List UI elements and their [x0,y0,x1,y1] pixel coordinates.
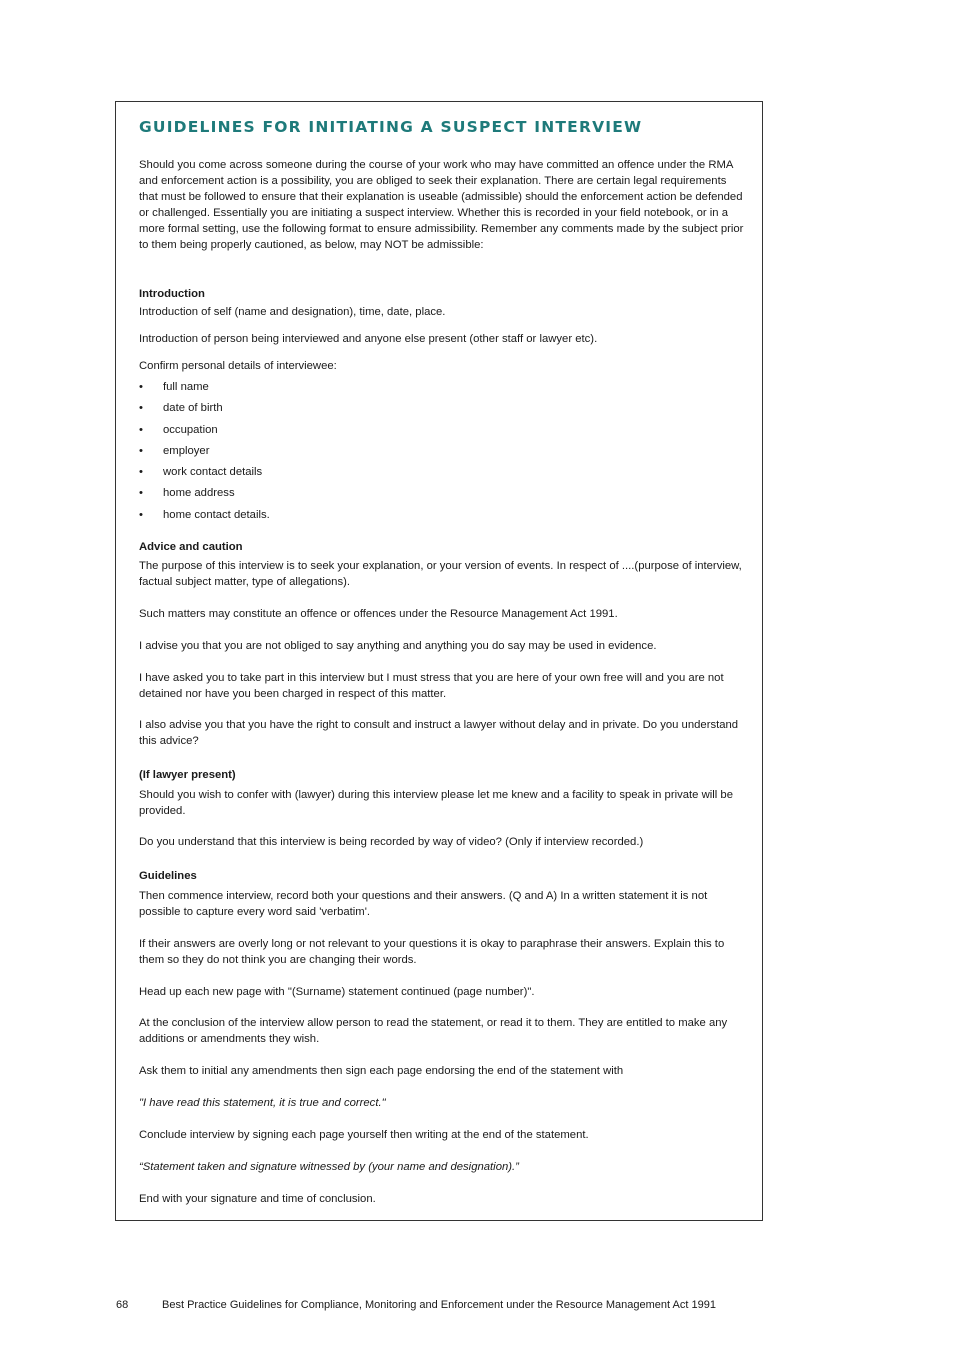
quote-witness: “Statement taken and signature witnessed by (your name and designation).” [139,1161,519,1173]
advice-purpose: The purpose of this interview is to seek your explanation, or your version of events. In respect of ....(purpose of interview, factual subject matter, type of allegations). [139,560,742,588]
guidelines-end: End with your signature and time of conclusion. [139,1193,376,1205]
quote-true-correct: "I have read this statement, it is true and correct." [139,1097,386,1109]
confirm-details: Confirm personal details of interviewee: [139,360,337,372]
guidelines-paraphrase: If their answers are overly long or not relevant to your questions it is okay to paraphrase their answers. Explain this to them so they do not think you are changing their words. [139,938,725,966]
introduction-heading: Introduction [139,288,205,300]
lawyer-confer: Should you wish to confer with (lawyer) during this interview please let me knew and a facility to speak in private will be provided. [139,789,733,817]
footer-text: Best Practice Guidelines for Compliance, Monitoring and Enforcement under the Resource Management Act 1991 [162,1299,716,1311]
list-item: • full name [139,379,270,400]
guidelines-commence: Then commence interview, record both your questions and their answers. (Q and A) In a written statement it is not possible to capture every word said 'verbatim'. [139,890,708,918]
advice-not-obliged: I advise you that you are not obliged to say anything and anything you do say may be used in evidence. [139,640,657,652]
advice-offence: Such matters may constitute an offence or offences under the Resource Management Act 1991. [139,608,618,620]
personal-details-list [139,379,270,528]
advice-lawyer-right: I also advise you that you have the right to consult and instruct a lawyer without delay and in private. Do you understand this advice? [139,719,739,747]
list-item: • home contact details. [139,507,270,528]
list-item: • occupation [139,422,270,443]
list-item: • employer [139,443,270,464]
list-item: • date of birth [139,400,270,421]
advice-free-will: I have asked you to take part in this interview but I must stress that you are here of your own free will and you are not detained nor have you been charged in respect of this matter. [139,672,724,700]
guidelines-conclude: Conclude interview by signing each page yourself then writing at the end of the statement. [139,1129,589,1141]
lawyer-heading: (If lawyer present) [139,769,236,781]
guidelines-conclusion: At the conclusion of the interview allow person to read the statement, or read it to them. They are entitled to make any additions or amendments they wish. [139,1017,728,1045]
introduction-self: Introduction of self (name and designation), time, date, place. [139,306,446,318]
list-item: • work contact details [139,464,270,485]
page-title: GUIDELINES FOR INITIATING A SUSPECT INTERVIEW [139,118,643,136]
page-number: 68 [116,1299,129,1311]
guidelines-head-up: Head up each new page with "(Surname) statement continued (page number)". [139,986,535,998]
intro-paragraph: Should you come across someone during the course of your work who may have committed an offence under the RMA and enforcement action is a possibility, you are obliged to seek their explanation. There are certain legal requirements that must be followed to ensure that their explanation is useable (admissible) should the enforcement action be defended or challenged. Essentially you are initiating a suspect interview. Whether this is recorded in your field notebook, or in a more formal setting, use the following format to ensure admissibility. Remember any comments made by the subject prior to them being properly cautioned, as below, may NOT be admissible: [139,159,744,251]
advice-heading: Advice and caution [139,541,243,553]
guidelines-heading: Guidelines [139,870,197,882]
introduction-person: Introduction of person being interviewed and anyone else present (other staff or lawyer etc). [139,333,598,345]
guidelines-box [115,101,763,1221]
guidelines-initial: Ask them to initial any amendments then sign each page endorsing the end of the statement with [139,1065,624,1077]
lawyer-recorded: Do you understand that this interview is being recorded by way of video? (Only if interview recorded.) [139,836,644,848]
list-item: • home address [139,485,270,506]
